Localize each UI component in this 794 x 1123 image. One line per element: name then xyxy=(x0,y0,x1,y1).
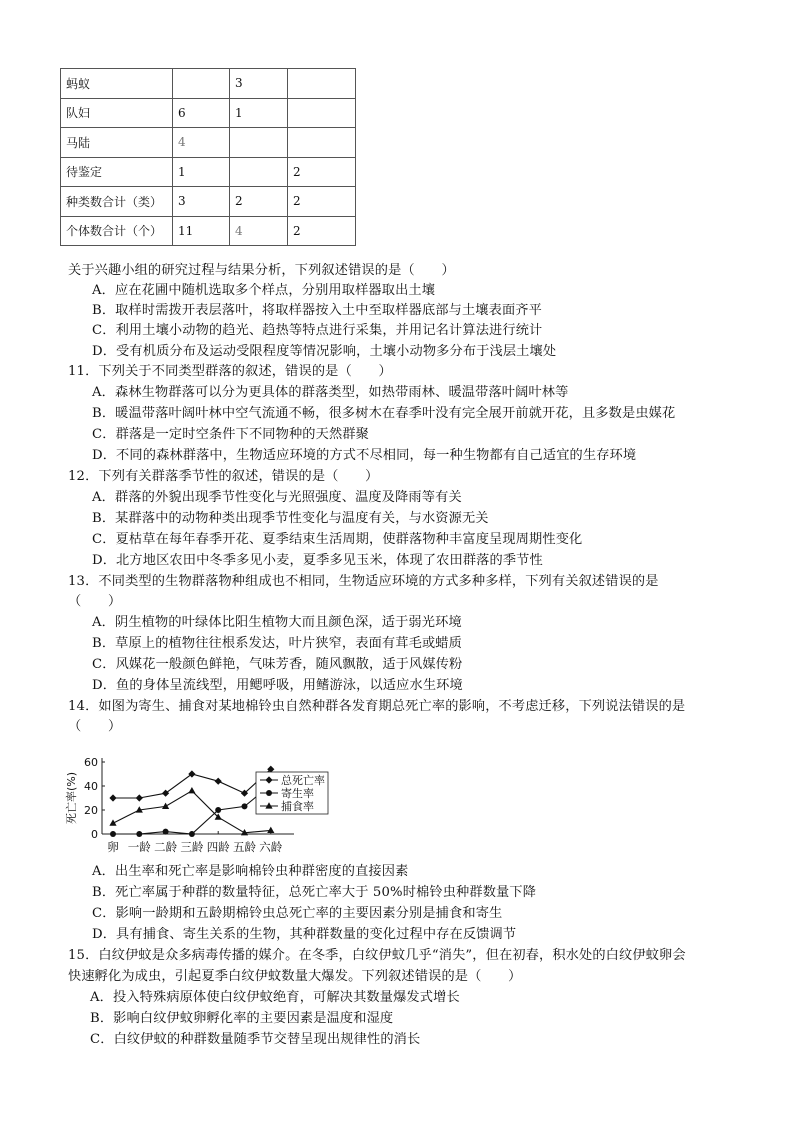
q12-option-a: A．群落的外貌出现季节性变化与光照强度、温度及降雨等有关 xyxy=(92,490,462,505)
q10-option-d: D．受有机质分布及运动受限程度等情况影响，土壤小动物多分布于浅层土壤处 xyxy=(92,344,557,359)
q11-option-c: C．群落是一定时空条件下不同物种的天然群聚 xyxy=(92,427,369,442)
data-point xyxy=(267,827,274,833)
table-cell: 2 xyxy=(230,187,288,217)
table-cell: 2 xyxy=(288,187,356,217)
table-cell: 4 xyxy=(230,216,288,246)
q12-option-b: B．某群落中的动物种类出现季节性变化与温度有关，与水资源无关 xyxy=(92,511,489,526)
table-cell: 马陆 xyxy=(61,128,173,158)
data-point xyxy=(242,803,248,809)
table-row xyxy=(61,98,356,128)
data-point xyxy=(136,794,143,801)
q12-option-c: C．夏枯草在每年春季开花、夏季结束生活周期，使群落物种丰富度呈现周期性变化 xyxy=(92,532,583,547)
q13-option-c: C．风媒花一般颜色鲜艳，气味芳香，随风飘散，适于风媒传粉 xyxy=(92,657,463,672)
table-cell: 6 xyxy=(173,98,230,128)
table-row xyxy=(61,69,356,99)
q14-stem: 14．如图为寄生、捕食对某地棉铃虫自然种群各发育期总死亡率的影响，不考虑迁移，下列说法错误的是 xyxy=(68,699,686,714)
q11-option-b: B．暖温带落叶阔叶林中空气流通不畅，很多树木在春季叶没有完全展开前就开花，且多数是虫媒花 xyxy=(92,406,676,421)
q14-option-c: C．影响一龄期和五龄期棉铃虫总死亡率的主要因素分别是捕食和寄生 xyxy=(92,906,503,921)
y-axis-label: 死亡率(%) xyxy=(65,771,78,825)
table-cell xyxy=(230,128,288,158)
x-tick-label: 卵 xyxy=(107,840,119,854)
legend-entry: 捕食率 xyxy=(281,800,314,813)
q10-option-a: A．应在花圃中随机选取多个样点，分别用取样器取出土壤 xyxy=(92,283,436,298)
q14-option-a: A．出生率和死亡率是影响棉铃虫种群密度的直接因素 xyxy=(92,864,409,879)
data-point xyxy=(188,787,195,793)
q12-option-d: D．北方地区农田中冬季多见小麦，夏季多见玉米，体现了农田群落的季节性 xyxy=(92,553,543,568)
y-tick-label: 60 xyxy=(84,756,98,769)
table-cell: 4 xyxy=(173,128,230,158)
q13-option-a: A．阴生植物的叶绿体比阳生植物大而且颜色深，适于弱光环境 xyxy=(92,615,462,630)
x-tick-label: 五龄 xyxy=(233,840,256,854)
q15-option-b: B．影响白纹伊蚊卵孵化率的主要因素是温度和湿度 xyxy=(90,1011,394,1026)
data-point xyxy=(110,831,116,837)
table-cell: 1 xyxy=(173,157,230,187)
data-point xyxy=(215,778,222,785)
table-cell xyxy=(288,69,356,99)
q11-option-d: D．不同的森林群落中，生物适应环境的方式不尽相同，每一种生物都有自己适宜的生存环境 xyxy=(92,448,637,463)
data-point xyxy=(109,819,116,825)
q13-option-b: B．草原上的植物往往根系发达，叶片狭窄，表面有茸毛或蜡质 xyxy=(92,636,462,651)
table-row xyxy=(61,187,356,217)
table-cell xyxy=(288,128,356,158)
mortality-chart xyxy=(62,748,337,856)
data-point xyxy=(215,807,221,813)
q13-stem: 13．不同类型的生物群落物种组成也不相同，生物适应环境的方式多种多样，下列有关叙述错误的是 xyxy=(68,574,659,589)
q10-stem: 关于兴趣小组的研究过程与结果分析，下列叙述错误的是（ ） xyxy=(68,263,455,278)
table-cell xyxy=(173,69,230,99)
table-row xyxy=(61,128,356,158)
table-cell: 3 xyxy=(230,69,288,99)
y-tick-label: 40 xyxy=(84,780,98,793)
q15-option-a: A．投入特殊病原体使白纹伊蚊绝育，可解决其数量爆发式增长 xyxy=(90,990,460,1005)
table-cell: 11 xyxy=(173,216,230,246)
table-cell xyxy=(288,98,356,128)
q11-stem: 11．下列关于不同类型群落的叙述，错误的是（ ） xyxy=(68,364,392,379)
q14-option-b: B．死亡率属于种群的数量特征，总死亡率大于 50%时棉铃虫种群数量下降 xyxy=(92,885,537,900)
table-cell: 种类数合计（类） xyxy=(61,187,173,217)
data-point xyxy=(189,831,195,837)
data-point xyxy=(266,790,272,796)
x-tick-label: 四龄 xyxy=(206,840,230,854)
q14-paren: （ ） xyxy=(68,719,122,734)
table-row xyxy=(61,157,356,187)
q10-option-b: B．取样时需拨开表层落叶，将取样器按入土中至取样器底部与土壤表面齐平 xyxy=(92,303,542,318)
table-cell: 个体数合计（个） xyxy=(61,216,173,246)
x-tick-label: 三龄 xyxy=(180,840,204,854)
y-tick-label: 0 xyxy=(91,828,98,841)
data-point xyxy=(109,794,116,801)
q10-option-c: C．利用土壤小动物的趋光、趋热等特点进行采集，并用记名计算法进行统计 xyxy=(92,323,543,338)
data-point xyxy=(136,831,142,837)
legend-entry: 总死亡率 xyxy=(281,774,325,787)
q14-option-d: D．具有捕食、寄生关系的生物，其种群数量的变化过程中存在反馈调节 xyxy=(92,927,517,942)
table-cell: 2 xyxy=(288,157,356,187)
x-tick-label: 一龄 xyxy=(127,840,151,854)
q13-paren: （ ） xyxy=(68,594,122,609)
q11-option-a: A．森林生物群落可以分为更具体的群落类型，如热带雨林、暖温带落叶阔叶林等 xyxy=(92,385,569,400)
table-cell: 1 xyxy=(230,98,288,128)
table-row xyxy=(61,216,356,246)
q13-option-d: D．鱼的身体呈流线型，用鳃呼吸，用鳍游泳，以适应水生环境 xyxy=(92,678,463,693)
data-point xyxy=(162,803,169,809)
table-cell xyxy=(230,157,288,187)
x-tick-label: 二龄 xyxy=(154,840,178,854)
x-tick-label: 六龄 xyxy=(259,840,283,854)
q15-stem-line2: 快速孵化为成虫，引起夏季白纹伊蚊数量大爆发。下列叙述错误的是（ ） xyxy=(68,969,522,984)
q12-stem: 12．下列有关群落季节性的叙述，错误的是（ ） xyxy=(68,469,379,484)
data-point xyxy=(163,829,169,835)
table-cell: 3 xyxy=(173,187,230,217)
table-cell: 2 xyxy=(288,216,356,246)
q15-option-c: C．白纹伊蚊的种群数量随季节交替呈现出规律性的消长 xyxy=(90,1032,421,1047)
table-cell: 蚂蚁 xyxy=(61,69,173,99)
y-tick-label: 20 xyxy=(84,804,98,817)
species-table xyxy=(60,68,356,246)
legend xyxy=(256,772,328,814)
q15-stem-line1: 15．白纹伊蚊是众多病毒传播的媒介。在冬季，白纹伊蚊几乎“消失”，但在初春，积水处的白纹伊蚊卵会 xyxy=(68,948,686,963)
table-cell: 队妇 xyxy=(61,98,173,128)
table-cell: 待鉴定 xyxy=(61,157,173,187)
legend-entry: 寄生率 xyxy=(281,787,314,800)
